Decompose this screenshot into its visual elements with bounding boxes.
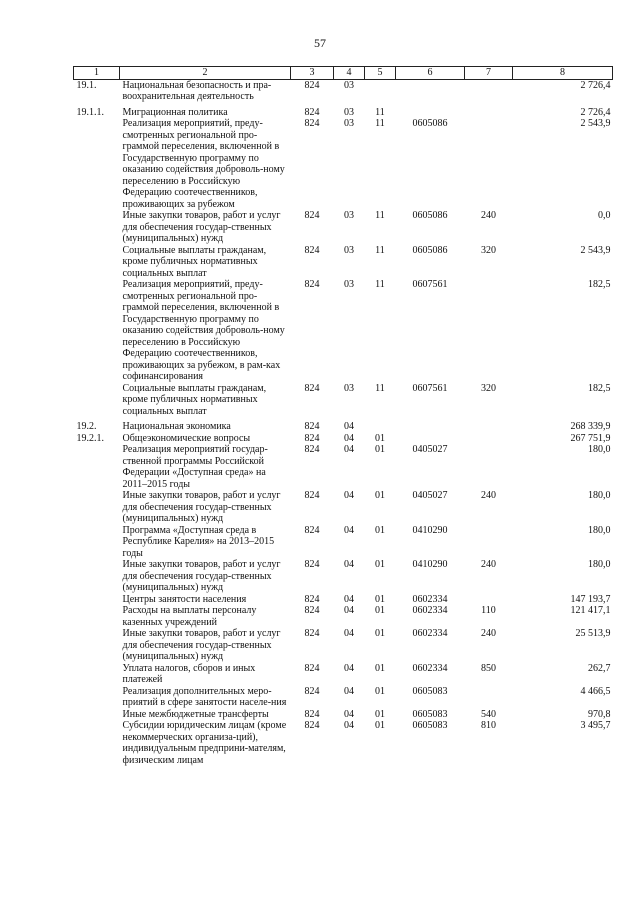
row-code [74, 383, 120, 418]
row-target-code [396, 433, 465, 445]
row-amount: 180,0 [588, 524, 611, 536]
row-amount: 180,0 [588, 559, 611, 570]
row-name: Программа «Доступная среда в Республике Карелия» на 2013–2015 годы [122, 524, 275, 559]
row-section-code: 04 [344, 444, 354, 455]
table-row [74, 245, 613, 280]
row-target-code: 0605086 [412, 118, 448, 129]
row-section-code: 04 [344, 662, 354, 674]
table-row [74, 444, 613, 490]
row-amount: 2 726,4 [580, 106, 611, 118]
row-subsection-code: 11 [375, 210, 385, 221]
row-expense-code: 320 [481, 244, 496, 256]
row-name: Реализация дополнительных меро-приятий в сфере занятости населе-ния [122, 685, 287, 708]
row-target-code: 0602334 [412, 605, 448, 616]
row-name: Реализация мероприятий государ-ственной программы Российской Федерации «Доступная среда» на 2011–2015 годы [122, 444, 268, 490]
row-target-code [396, 417, 465, 433]
row-expense-code [465, 417, 513, 433]
row-ministry-code: 824 [304, 593, 320, 605]
row-code [74, 118, 120, 210]
page-number: 57 [314, 36, 326, 50]
row-name: Центры занятости населения [122, 593, 247, 605]
row-name: Иные закупки товаров, работ и услуг для обеспечения государ-ственных (муниципальных) нужд [122, 628, 281, 662]
table-row [74, 628, 613, 663]
row-subsection-code: 01 [375, 432, 385, 444]
row-section-code: 04 [344, 490, 354, 501]
row-section-code: 04 [344, 593, 354, 605]
table-row [74, 663, 613, 686]
row-target-code: 0410290 [412, 524, 448, 536]
table-header [74, 67, 613, 80]
row-name: Уплата налогов, сборов и иных платежей [122, 662, 256, 685]
row-target-code: 0605086 [412, 244, 448, 256]
row-section-code: 03 [344, 382, 354, 394]
row-code [74, 686, 120, 709]
row-code [74, 490, 120, 525]
header-cell: 5 [365, 67, 396, 80]
row-amount: 2 543,9 [580, 244, 611, 256]
header-cell: 4 [334, 67, 365, 80]
row-target-code: 0602334 [412, 628, 448, 639]
row-section-code: 04 [344, 432, 354, 444]
row-subsection-code: 01 [375, 628, 385, 639]
row-ministry-code: 824 [304, 490, 320, 501]
row-expense-code: 240 [481, 490, 496, 501]
row-target-code: 0602334 [412, 593, 448, 605]
row-section-code: 04 [344, 708, 354, 720]
row-subsection-code [365, 417, 396, 433]
table-row [74, 559, 613, 594]
row-amount: 970,8 [588, 708, 611, 720]
table-row [74, 103, 613, 119]
row-name: Иные межбюджетные трансферты [122, 708, 269, 720]
row-amount: 262,7 [588, 662, 611, 674]
row-amount: 268 339,9 [570, 421, 611, 432]
row-ministry-code: 824 [304, 605, 320, 616]
row-expense-code: 240 [481, 559, 496, 570]
row-name: Национальная безопасность и пра-воохранительная деятельность [122, 79, 272, 102]
row-code [74, 279, 120, 383]
row-name: Реализация мероприятий, преду-смотренных региональной про-граммой переселения, включенной в Государственную программу по оказанию содействия доброволь-ному переселению в Российскую Федерацию соотечественников, проживающих за рубежом [122, 118, 285, 210]
header-cell: 7 [465, 67, 513, 80]
row-target-code: 0405027 [412, 444, 448, 455]
row-ministry-code: 824 [304, 118, 320, 129]
row-code [74, 245, 120, 280]
table-row [74, 383, 613, 418]
row-expense-code [465, 433, 513, 445]
table-row [74, 433, 613, 445]
table-row [74, 417, 613, 433]
row-section-code: 04 [344, 421, 354, 432]
row-target-code: 0605083 [412, 708, 448, 720]
row-target-code [396, 103, 465, 119]
header-cell: 2 [120, 67, 291, 80]
table-row [74, 118, 613, 210]
row-subsection-code: 11 [375, 118, 385, 129]
row-ministry-code: 824 [304, 382, 320, 394]
row-subsection-code: 01 [375, 444, 385, 455]
row-subsection-code: 01 [375, 708, 385, 720]
row-ministry-code: 824 [304, 244, 320, 256]
row-expense-code [465, 118, 513, 210]
row-expense-code: 110 [481, 605, 496, 616]
row-expense-code: 320 [481, 382, 496, 394]
row-target-code: 0410290 [412, 559, 448, 570]
row-amount: 2 543,9 [580, 118, 611, 129]
table-row [74, 490, 613, 525]
row-ministry-code: 824 [304, 559, 320, 570]
header-cell: 1 [74, 67, 120, 80]
row-section-code: 04 [344, 628, 354, 639]
row-expense-code [465, 103, 513, 119]
row-amount: 182,5 [588, 279, 611, 290]
row-subsection-code: 01 [375, 720, 385, 731]
row-amount: 182,5 [588, 382, 611, 394]
row-subsection-code [365, 79, 396, 103]
row-name: Иные закупки товаров, работ и услуг для обеспечения государ-ственных (муниципальных) нужд [122, 490, 281, 524]
table-row [74, 605, 613, 628]
row-subsection-code: 01 [375, 559, 385, 570]
row-code [74, 210, 120, 245]
row-section-code: 03 [344, 79, 354, 91]
header-cell: 8 [513, 67, 613, 80]
row-code: 19.2. [76, 421, 97, 432]
row-subsection-code: 01 [375, 593, 385, 605]
row-name: Субсидии юридическим лицам (кроме некоммерческих организа-ций), индивидуальным предприни-мателям, физическим лицам [122, 720, 287, 766]
row-name: Социальные выплаты гражданам, кроме публичных нормативных социальных выплат [122, 244, 267, 279]
row-expense-code: 240 [481, 210, 496, 221]
row-code [74, 525, 120, 560]
row-section-code: 03 [344, 106, 354, 118]
row-expense-code [465, 444, 513, 490]
row-target-code: 0607561 [412, 382, 448, 394]
row-amount: 147 193,7 [570, 593, 611, 605]
row-ministry-code: 824 [304, 685, 320, 697]
row-expense-code [465, 279, 513, 383]
row-section-code: 03 [344, 279, 354, 290]
row-section-code: 04 [344, 524, 354, 536]
row-code: 19.1. [76, 79, 97, 91]
row-amount: 2 726,4 [580, 79, 611, 91]
row-expense-code [465, 79, 513, 103]
table-row [74, 79, 613, 103]
row-ministry-code: 824 [304, 421, 320, 432]
row-code [74, 628, 120, 663]
row-ministry-code: 824 [304, 279, 320, 290]
row-section-code: 03 [344, 118, 354, 129]
table-row [74, 720, 613, 766]
row-section-code: 04 [344, 720, 354, 731]
row-subsection-code: 01 [375, 490, 385, 501]
row-subsection-code: 11 [375, 244, 385, 256]
row-section-code: 04 [344, 559, 354, 570]
row-amount: 121 417,1 [570, 605, 611, 616]
header-cell: 6 [396, 67, 465, 80]
row-amount: 0,0 [598, 210, 611, 221]
row-amount: 267 751,9 [570, 432, 611, 444]
row-ministry-code: 824 [304, 210, 320, 221]
row-ministry-code: 824 [304, 432, 320, 444]
row-ministry-code: 824 [304, 524, 320, 536]
row-amount: 3 495,7 [580, 720, 611, 731]
row-target-code: 0602334 [412, 662, 448, 674]
row-subsection-code: 11 [375, 279, 385, 290]
row-code [74, 605, 120, 628]
row-ministry-code: 824 [304, 720, 320, 731]
row-target-code: 0405027 [412, 490, 448, 501]
row-ministry-code: 824 [304, 79, 320, 91]
row-amount: 180,0 [588, 490, 611, 501]
row-name: Иные закупки товаров, работ и услуг для обеспечения государ-ственных (муниципальных) нужд [122, 210, 281, 244]
header-row [74, 67, 613, 80]
row-expense-code [465, 686, 513, 709]
row-amount: 25 513,9 [575, 628, 611, 639]
row-target-code: 0605086 [412, 210, 448, 221]
row-subsection-code: 01 [375, 605, 385, 616]
row-code [74, 720, 120, 766]
row-name: Миграционная политика [122, 106, 228, 118]
row-ministry-code: 824 [304, 662, 320, 674]
row-name: Иные закупки товаров, работ и услуг для обеспечения государ-ственных (муниципальных) нужд [122, 559, 281, 593]
row-name: Социальные выплаты гражданам, кроме публичных нормативных социальных выплат [122, 382, 267, 417]
table-row [74, 686, 613, 709]
row-section-code: 04 [344, 685, 354, 697]
row-target-code: 0607561 [412, 279, 448, 290]
row-subsection-code: 01 [375, 685, 385, 697]
row-expense-code: 850 [481, 662, 496, 674]
row-name: Реализация мероприятий, преду-смотренных региональной про-граммой переселения, включенной в Государственную программу по оказанию содействия доброволь-ному переселению в Российскую Федерацию соотечественников, проживающих за рубежом, в рам-ках софинансирования [122, 279, 285, 382]
row-code [74, 594, 120, 606]
row-section-code: 03 [344, 210, 354, 221]
row-name: Общеэкономические вопросы [122, 432, 251, 444]
row-expense-code [465, 525, 513, 560]
row-expense-code [465, 594, 513, 606]
row-code [74, 444, 120, 490]
row-code: 19.1.1. [76, 106, 104, 118]
row-expense-code: 810 [481, 720, 496, 731]
table-row [74, 594, 613, 606]
row-target-code: 0605083 [412, 685, 448, 697]
row-expense-code: 540 [481, 708, 496, 720]
row-ministry-code: 824 [304, 106, 320, 118]
row-code [74, 663, 120, 686]
row-subsection-code: 01 [375, 524, 385, 536]
row-subsection-code: 01 [375, 662, 385, 674]
row-target-code: 0605083 [412, 720, 448, 731]
row-section-code: 04 [344, 605, 354, 616]
row-ministry-code: 824 [304, 708, 320, 720]
table-row [74, 279, 613, 383]
row-name: Расходы на выплаты персоналу казенных учреждений [122, 605, 257, 628]
row-name: Национальная экономика [122, 421, 231, 432]
table-row [74, 709, 613, 721]
table-body [74, 79, 613, 766]
budget-table [73, 66, 613, 766]
row-code [74, 559, 120, 594]
row-subsection-code: 11 [375, 106, 385, 118]
row-ministry-code: 824 [304, 444, 320, 455]
row-ministry-code: 824 [304, 628, 320, 639]
header-cell: 3 [291, 67, 334, 80]
table-row [74, 525, 613, 560]
table-row [74, 210, 613, 245]
row-subsection-code: 11 [375, 382, 385, 394]
row-amount: 180,0 [588, 444, 611, 455]
row-amount: 4 466,5 [580, 685, 611, 697]
row-target-code [396, 79, 465, 103]
row-section-code: 03 [344, 244, 354, 256]
row-code [74, 709, 120, 721]
row-expense-code: 240 [481, 628, 496, 639]
row-code: 19.2.1. [76, 432, 104, 444]
